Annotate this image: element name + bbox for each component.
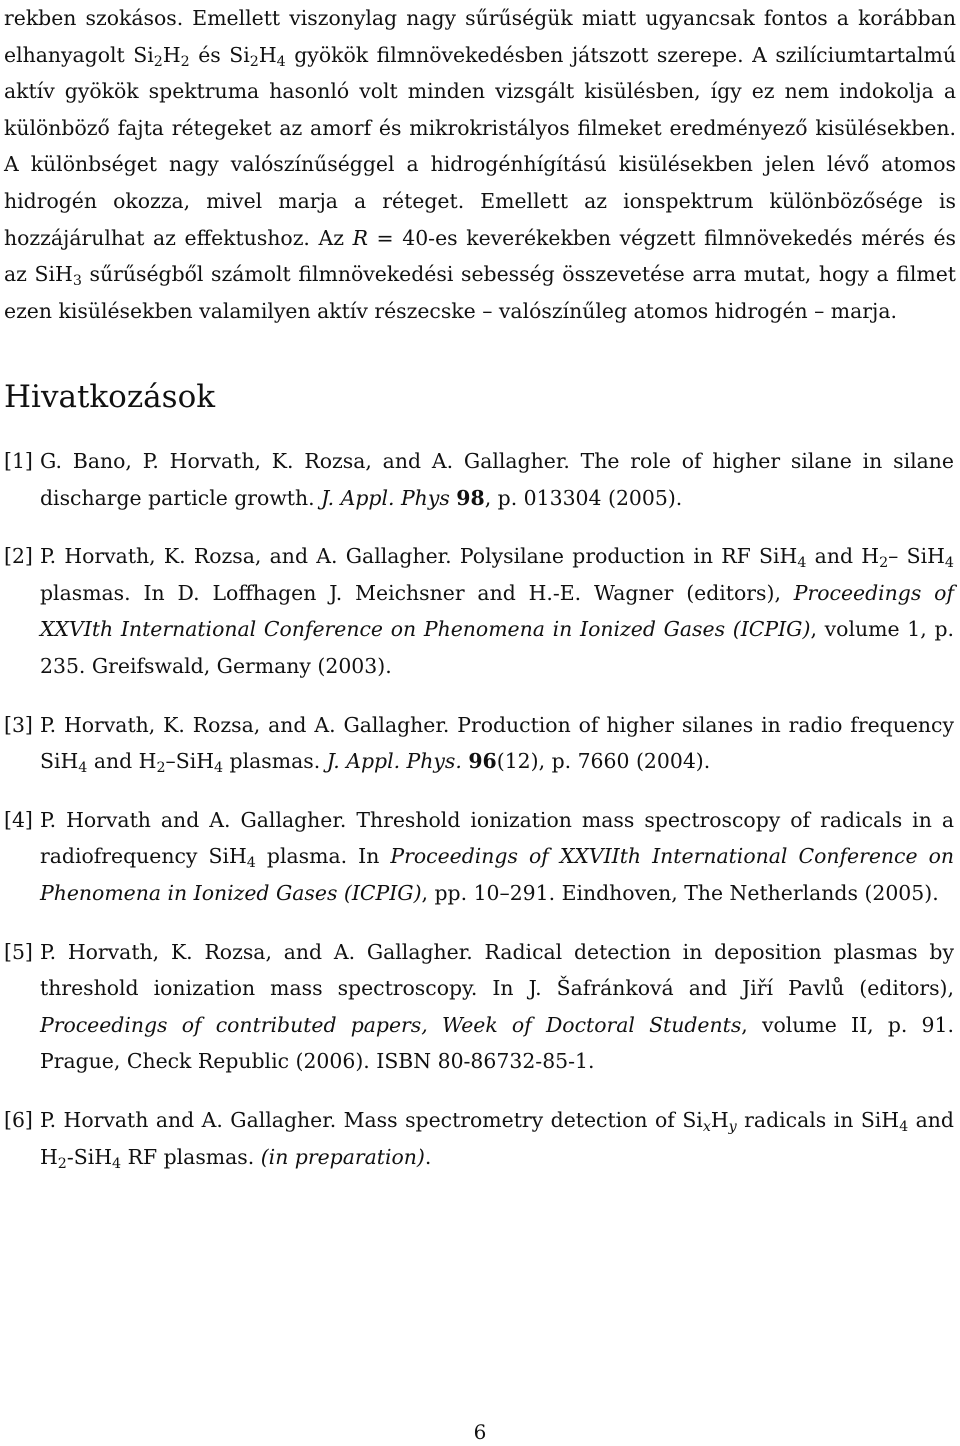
reference-item [0, 802, 960, 912]
reference-list [0, 443, 960, 1197]
section-heading-references: Hivatkozások [4, 379, 216, 415]
reference-item [0, 707, 960, 780]
reference-text: P. Horvath and A. Gallagher. Threshold ionization mass spectroscopy of radicals in a radiofrequency SiH$_4$ plasma. In Proceedings of XXVIIth International Conference on Phenomena in Ionized Gases (ICPIG), pp. 10–291. Eindhoven, The Netherlands (2005). [40, 807, 954, 905]
reference-item [0, 1102, 960, 1175]
reference-number: [2] [4, 544, 33, 569]
reference-number: [6] [4, 1107, 33, 1132]
page-number: 6 [473, 1420, 487, 1444]
reference-item [0, 443, 960, 516]
reference-text: P. Horvath and A. Gallagher. Mass spectrometry detection of $Si_xH_y$ radicals in SiH$_4$ and $H_2-SiH_4$ RF plasmas. (in preparation). [40, 1107, 954, 1172]
reference-item [0, 934, 960, 1080]
reference-number: [4] [4, 807, 33, 832]
reference-text: P. Horvath, K. Rozsa, and A. Gallagher. Production of higher silanes in radio frequency SiH$_4$ and $H_2-SiH_4$ plasmas. J. Appl. Phys. 96(12), p. 7660 (2004). [40, 712, 954, 777]
reference-number: [1] [4, 449, 33, 473]
reference-number: [5] [4, 939, 33, 964]
reference-text: P. Horvath, K. Rozsa, and A. Gallagher. Polysilane production in RF SiH$_4$ and $H_2-$ SiH$_4$ plasmas. In D. Loffhagen J. Meichsner and H.-E. Wagner (editors), Proceedings of XXVIth International Conference on Phenomena in Ionized Gases (ICPIG), volume 1, p. 235. Greifswald, Germany (2003). [40, 544, 955, 678]
reference-item [0, 538, 960, 684]
reference-number: [3] [4, 712, 33, 737]
reference-text: G. Bano, P. Horvath, K. Rozsa, and A. Gallagher. The role of higher silane in silane discharge particle growth. J. Appl. Phys 98, p. 013304 (2005). [40, 449, 954, 510]
reference-text: P. Horvath, K. Rozsa, and A. Gallagher. Radical detection in deposition plasmas by threshold ionization mass spectroscopy. In J. Šafránková and Jiří Pavlů (editors), Proceedings of contributed papers, Week of Doctoral Students, volume II, p. 91. Prague, Check Republic (2006). ISBN 80-86732-85-1. [40, 939, 954, 1074]
body-paragraph: rekben szokásos. Emellett viszonylag nagy sűrűségük miatt ugyancsak fontos a korábban elhanyagolt $Si_2H_2$ és $Si_2H_4$ gyökök filmnövekedésben játszott szerepe. A szilíciumtartalmú aktív gyökök spektruma hasonló volt minden vizsgált kisülésben, így ez nem indokolja a különböző fajta rétegeket az amorf és mikrokristályos filmeket eredményező kisülésekben. A különbséget nagy valószínűséggel a hidrogénhígítású kisülésekben jelen lévő atomos hidrogén okozza, mivel marja a réteget. Emellett az ionspektrum különbözősége is hozzájárulhat az effektushoz. Az R = 40-es keverékekben végzett filmnövekedés mérés és az SiH$_3$ sűrűségből számolt filmnövekedési sebesség összevetése arra mutat, hogy a filmet ezen kisülésekben valamilyen aktív részecske – valószínűleg atomos hidrogén – marja. [4, 6, 957, 323]
